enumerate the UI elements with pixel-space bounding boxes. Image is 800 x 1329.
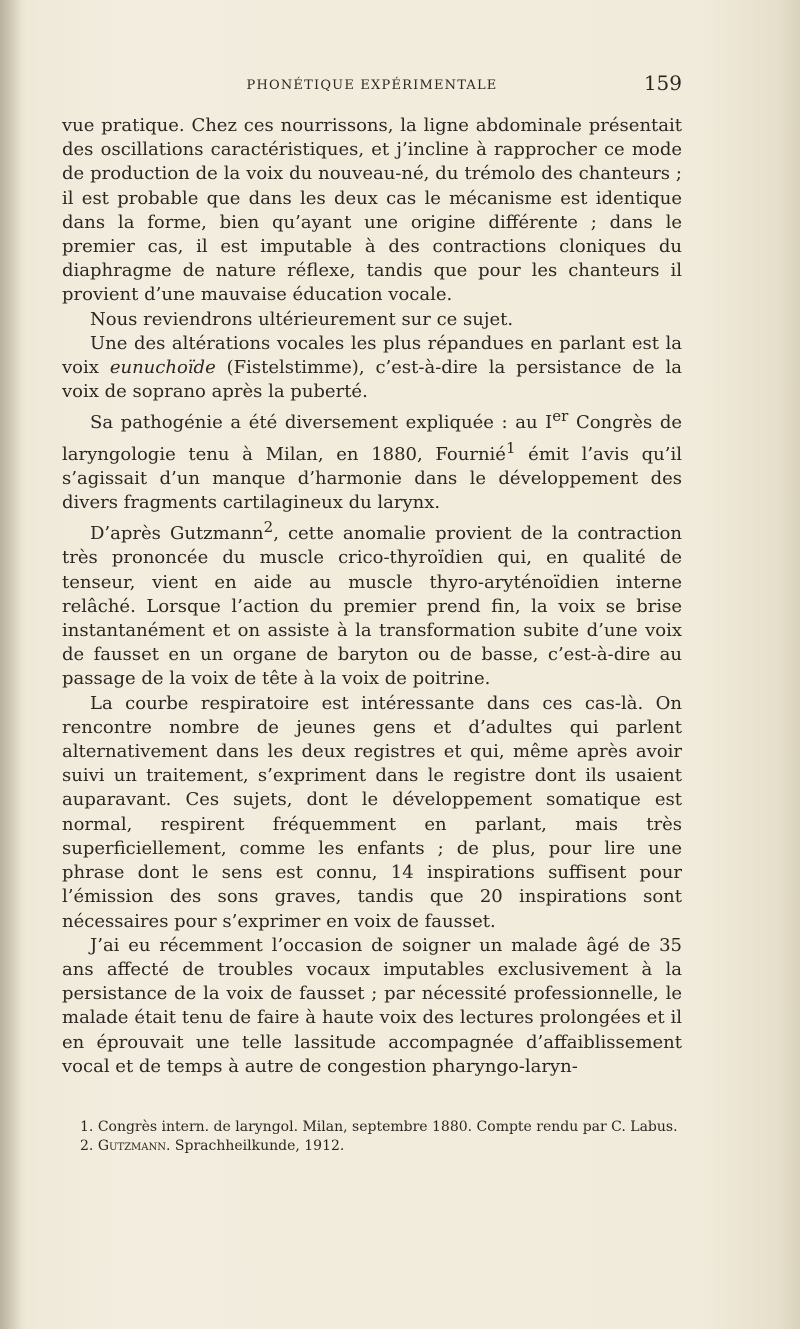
paragraph [62, 515, 682, 691]
paragraph-text: , cette anomalie provient de la contraction très prononcée du muscle crico-thyroïdien qui, en qualité de tenseur, vient en aide au muscle thyro-aryténoïdien interne relâché. Lorsque l’action du premier prend fin, la voix se brise instantanément et on assiste à la transformation subite d’une voix de fausset en un organe de baryton ou de basse, c’est-à-dire au passage de la voix de tête à la voix de poitrine. [62, 523, 682, 690]
footnote-text: Congrès intern. de laryngol. Milan, septembre 1880. Compte rendu par C. Labus. [97, 1119, 678, 1135]
paragraph-text: Sa pathogénie a été diversement expliquée : au I [90, 412, 553, 434]
running-head: PHONÉTIQUE EXPÉRIMENTALE [246, 78, 498, 93]
page-number: 159 [643, 71, 682, 95]
body-text [62, 114, 682, 1079]
ordinal-suffix: er [552, 407, 569, 426]
page-header [62, 70, 682, 100]
paragraph-text: émit l’avis qu’il s’agissait d’un manque d’harmonie dans le développement des divers fragments cartilagineux du larynx. [62, 443, 682, 514]
paragraph-text: (Fistelstimme), c’est-à-dire la persistance de la voix de soprano après la puberté. [62, 357, 682, 403]
footnote-text: Sprachheilkunde, 1912. [174, 1138, 345, 1154]
paragraph-continued: vue pratique. Chez ces nourrissons, la ligne abdominale présentait des oscillations caractéristiques, et j’incline à rapprocher ce mode de production de la voix du nouveau-né, du trémolo des chanteurs ; il est probable que dans les deux cas le mécanisme est identique dans la forme, bien qu’ayant une origine différente ; dans le premier cas, il est imputable à des contractions cloniques du diaphragme de nature réflexe, tandis que pour les chanteurs il provient d’une mauvaise éducation vocale. [62, 115, 682, 306]
footnote-author: Gutzmann. [97, 1138, 171, 1154]
footnote-number: 2. [80, 1138, 94, 1154]
italic-term: eunuchoïde [109, 357, 216, 379]
footnote [62, 1118, 682, 1137]
footnote-number: 1. [80, 1119, 94, 1135]
footnote-ref: 2 [263, 518, 274, 537]
paragraph: J’ai eu récemment l’occasion de soigner un malade âgé de 35 ans affecté de troubles vocaux imputables exclusivement à la persistance de la voix de fausset ; par nécessité professionnelle, le malade était tenu de faire à haute voix des lectures prolongées et il en éprouvait une telle lassitude accompagnée d’affaiblissement vocal et de temps à autre de congestion pharyngo-laryn- [62, 934, 682, 1077]
paragraph: La courbe respiratoire est intéressante dans ces cas-là. On rencontre nombre de jeunes gens et d’adultes qui parlent alternativement dans les deux registres et qui, même après avoir suivi un traitement, s’expriment dans le registre dont ils usaient auparavant. Ces sujets, dont le développement somatique est normal, respirent fréquemment en parlant, mais très superficiellement, comme les enfants ; de plus, pour lire une phrase dont le sens est connu, 14 inspirations suffisent pour l’émission des sons graves, tandis que 20 inspirations sont nécessaires pour s’exprimer en voix de fausset. [62, 692, 682, 932]
paragraph [62, 332, 682, 405]
binding-shadow [0, 0, 22, 1329]
paragraph: Nous reviendrons ultérieurement sur ce sujet. [90, 308, 514, 330]
footnote [62, 1137, 682, 1156]
paragraph-text: D’après Gutzmann [90, 523, 264, 545]
footnotes [62, 1118, 682, 1156]
footnote-ref: 1 [505, 438, 516, 457]
paragraph [62, 404, 682, 515]
paragraph-text: Congrès de laryngologie tenu à Milan, en 1880, Fournié [62, 412, 682, 465]
paragraph-text: Une des altérations vocales les plus répandues en parlant est la voix [62, 332, 682, 379]
